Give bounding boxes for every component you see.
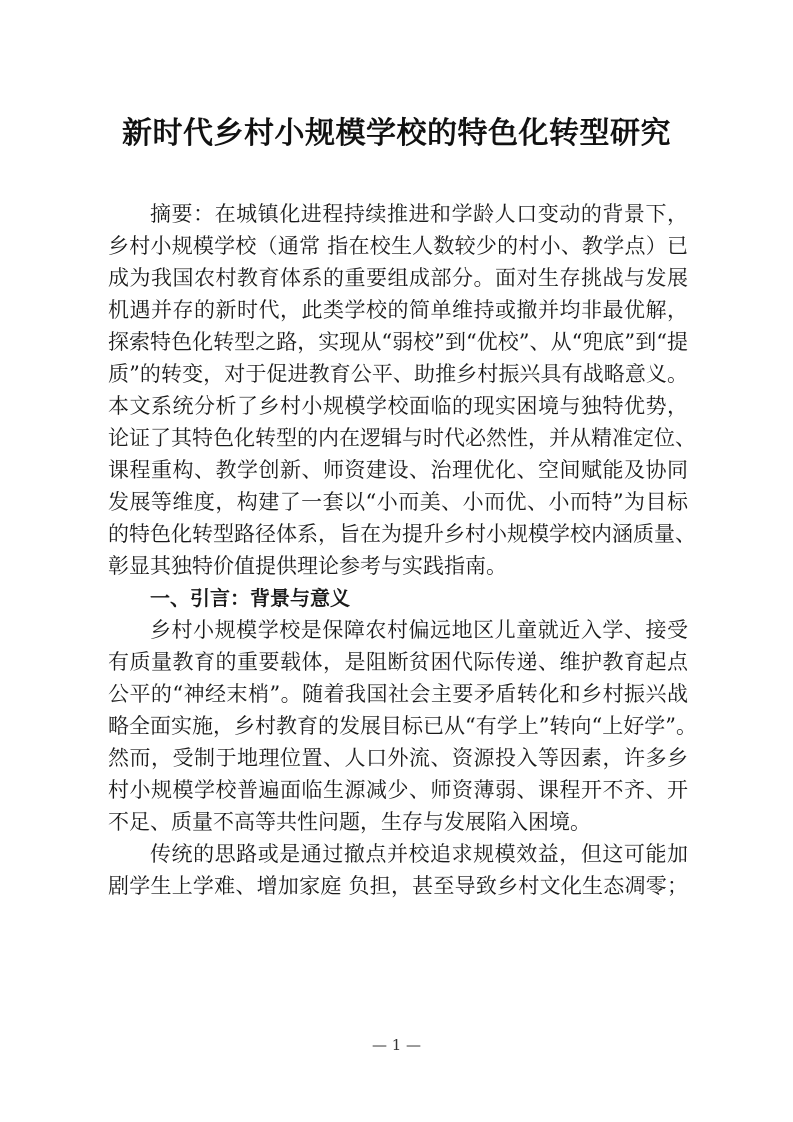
abstract-line: 探索特色化转型之路，实现从“弱校”到“优校”、从“兜底”到“提 — [108, 330, 688, 354]
paragraph-line: 不足、质量不高等共性问题，生存与发展陷入困境。 — [108, 810, 591, 834]
abstract-line: 发展等维度，构建了一套以“小而美、小而优、小而特”为目标 — [108, 490, 688, 514]
paragraph-line: 传统的思路或是通过撤点并校追求规模效益，但这可能加 — [150, 842, 688, 866]
paragraph-line: 略全面实施，乡村教育的发展目标已从“有学上”转向“上好学”。 — [108, 714, 697, 738]
paragraph-line: 乡村小规模学校是保障农村偏远地区儿童就近入学、接受 — [150, 618, 688, 642]
abstract-line: 乡村小规模学校（通常 指在校生人数较少的村小、教学点）已 — [108, 234, 688, 258]
abstract-line: 摘要：在城镇化进程持续推进和学龄人口变动的背景下， — [150, 202, 688, 226]
abstract-line: 本文系统分析了乡村小规模学校面临的现实困境与独特优势， — [108, 394, 688, 418]
paragraph-line: 剧学生上学难、增加家庭 负担，甚至导致乡村文化生态凋零； — [108, 874, 688, 898]
abstract-line: 机遇并存的新时代，此类学校的简单维持或撤并均非最优解， — [108, 298, 688, 322]
paragraph-line: 村小规模学校普遍面临生源减少、师资薄弱、课程开不齐、开 — [108, 778, 688, 802]
page-number: — 1 — — [371, 1036, 422, 1054]
abstract-line: 成为我国农村教育体系的重要组成部分。面对生存挑战与发展 — [108, 266, 688, 290]
abstract-line: 质”的转变，对于促进教育公平、助推乡村振兴具有战略意义。 — [108, 362, 688, 386]
paragraph-line: 有质量教育的重要载体，是阻断贫困代际传递、维护教育起点 — [108, 650, 688, 674]
paragraph-line: 公平的“神经末梢”。随着我国社会主要矛盾转化和乡村振兴战 — [108, 682, 688, 706]
abstract-line: 的特色化转型路径体系，旨在为提升乡村小规模学校内涵质量、 — [108, 522, 696, 546]
document-title: 新时代乡村小规模学校的特色化转型研究 — [122, 116, 671, 151]
abstract-line: 论证了其特色化转型的内在逻辑与时代必然性，并从精准定位、 — [108, 426, 696, 450]
section-heading: 一、引言：背景与意义 — [150, 586, 350, 610]
abstract-line: 课程重构、教学创新、师资建设、治理优化、空间赋能及协同 — [108, 458, 688, 482]
abstract-line: 彰显其独特价值提供理论参考与实践指南。 — [108, 554, 507, 578]
paragraph-line: 然而，受制于地理位置、人口外流、资源投入等因素，许多乡 — [108, 746, 688, 770]
document-body — [108, 198, 697, 902]
